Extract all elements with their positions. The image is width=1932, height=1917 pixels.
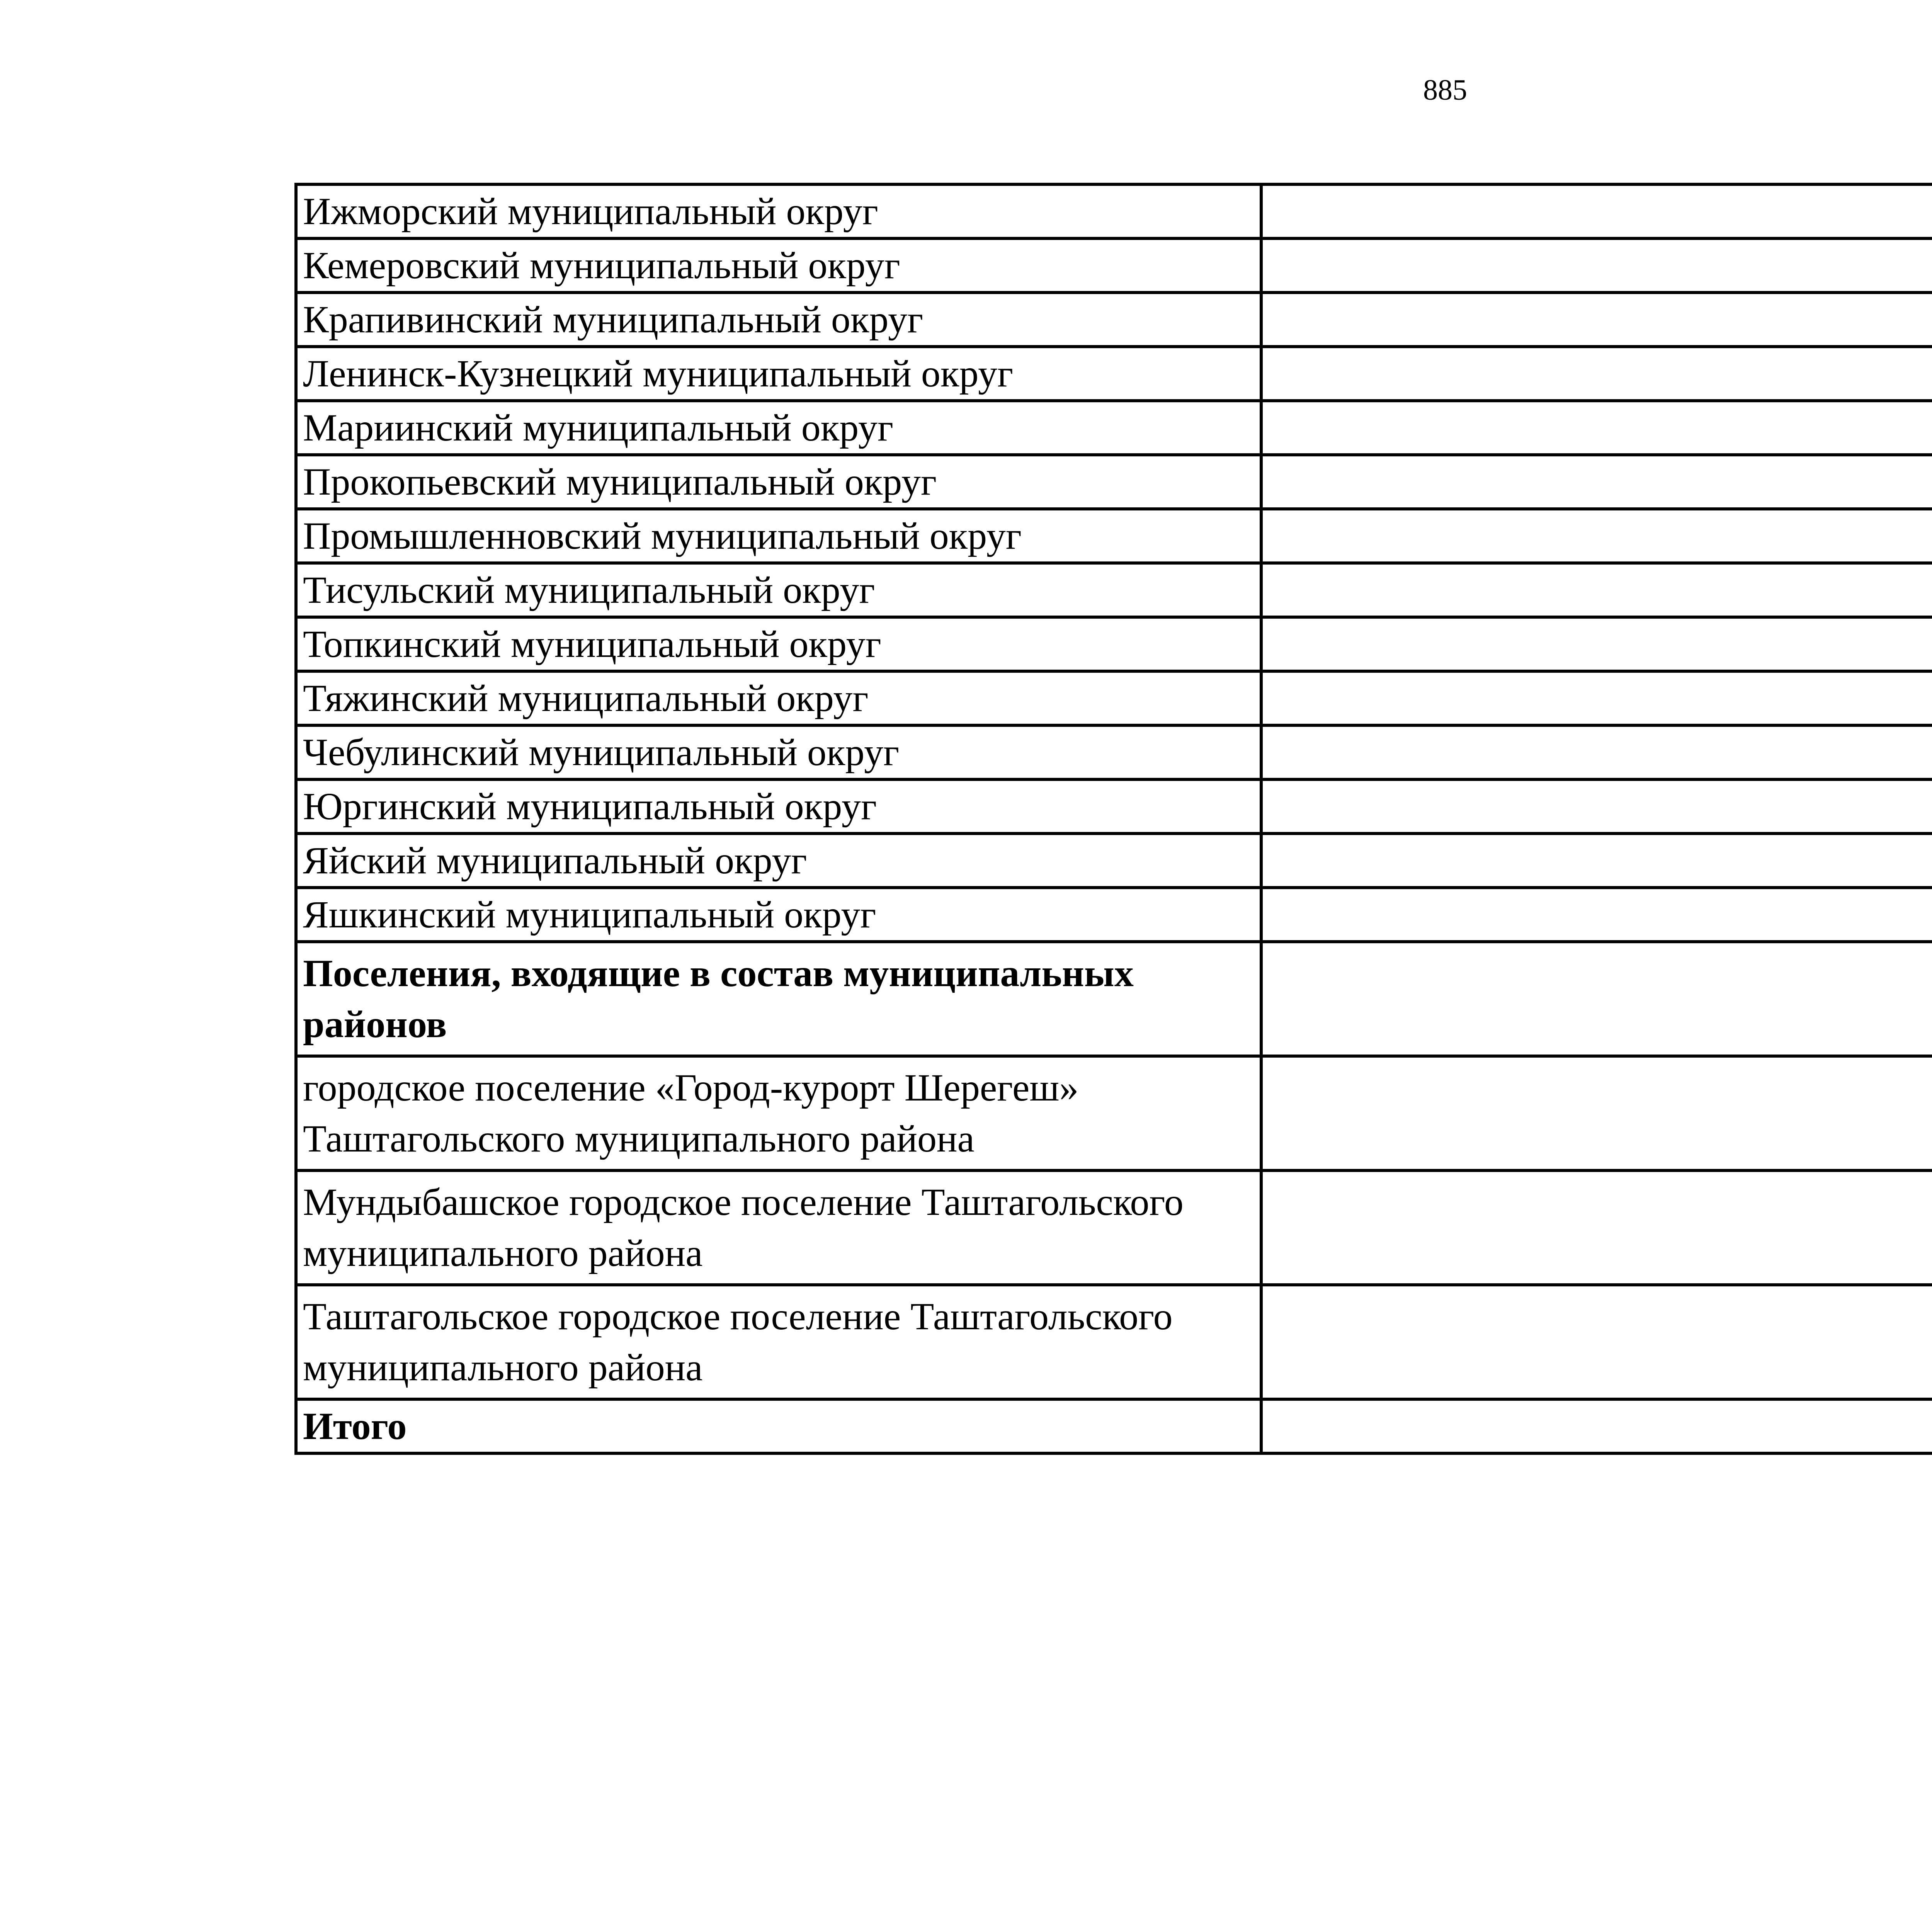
row-name: Топкинский муниципальный округ: [296, 617, 1261, 671]
table-row: [296, 1170, 1932, 1285]
row-name: Мундыбашское городское поселение Таштагольского муниципального района: [296, 1170, 1261, 1285]
row-name: городское поселение «Город-курорт Шерегеш» Таштагольского муниципального района: [296, 1056, 1261, 1170]
table-row: [296, 617, 1932, 671]
row-value: [1261, 1399, 1932, 1453]
table-row-subtotal: [296, 942, 1932, 1056]
table-row-total: [296, 1399, 1932, 1453]
row-name: Тисульский муниципальный округ: [296, 563, 1261, 617]
table-row: [296, 563, 1932, 617]
table-row: [296, 238, 1932, 293]
page-number: 885: [1423, 74, 1467, 106]
table-row: [296, 509, 1932, 563]
row-value: [1261, 1285, 1932, 1399]
row-value: [1261, 401, 1932, 455]
row-value: [1261, 238, 1932, 293]
row-value: [1261, 455, 1932, 509]
row-name: Таштагольское городское поселение Таштагольского муниципального района: [296, 1285, 1261, 1399]
table-row: [296, 779, 1932, 833]
table-row: [296, 347, 1932, 401]
row-name: Ижморский муниципальный округ: [296, 184, 1261, 238]
row-name: Тяжинский муниципальный округ: [296, 671, 1261, 725]
row-value: [1261, 725, 1932, 779]
row-name: Мариинский муниципальный округ: [296, 401, 1261, 455]
table-row: [296, 725, 1932, 779]
row-name: Прокопьевский муниципальный округ: [296, 455, 1261, 509]
table-row: [296, 401, 1932, 455]
table-row: [296, 184, 1932, 238]
row-value: [1261, 563, 1932, 617]
row-value: [1261, 1056, 1932, 1170]
row-value: [1261, 942, 1932, 1056]
table-row: [296, 455, 1932, 509]
row-name: Яшкинский муниципальный округ: [296, 888, 1261, 942]
table-row: [296, 293, 1932, 347]
row-value: [1261, 617, 1932, 671]
row-value: [1261, 888, 1932, 942]
table-row: [296, 671, 1932, 725]
table-row: [296, 833, 1932, 888]
row-name: Яйский муниципальный округ: [296, 833, 1261, 888]
row-value: [1261, 347, 1932, 401]
row-value: [1261, 671, 1932, 725]
row-name: Крапивинский муниципальный округ: [296, 293, 1261, 347]
row-value: [1261, 1170, 1932, 1285]
row-value: [1261, 779, 1932, 833]
row-name: Юргинский муниципальный округ: [296, 779, 1261, 833]
table-row: [296, 1285, 1932, 1399]
row-name: Чебулинский муниципальный округ: [296, 725, 1261, 779]
row-value: [1261, 293, 1932, 347]
table-row: [296, 888, 1932, 942]
row-name: Итого: [296, 1399, 1261, 1453]
row-value: [1261, 833, 1932, 888]
row-value: [1261, 184, 1932, 238]
row-name: Поселения, входящие в состав муниципальных районов: [296, 942, 1261, 1056]
row-name: Ленинск-Кузнецкий муниципальный округ: [296, 347, 1261, 401]
row-name: Промышленновский муниципальный округ: [296, 509, 1261, 563]
budget-table: [294, 183, 1932, 1455]
table-row: [296, 1056, 1932, 1170]
row-value: [1261, 509, 1932, 563]
row-name: Кемеровский муниципальный округ: [296, 238, 1261, 293]
